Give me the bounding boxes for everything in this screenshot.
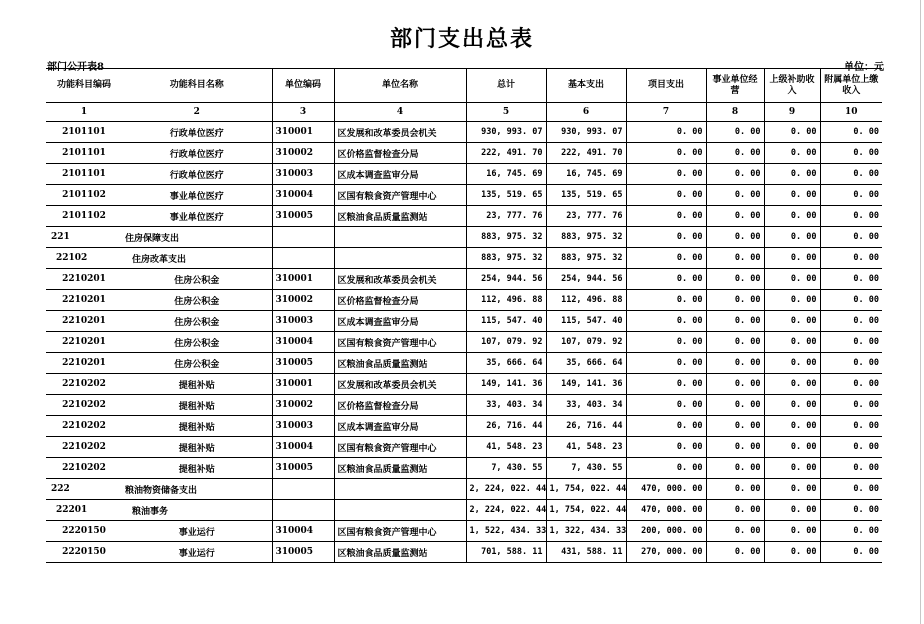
row-biz: 0. 00 bbox=[706, 311, 764, 332]
row-sub: 0. 00 bbox=[820, 437, 882, 458]
row-sup: 0. 00 bbox=[764, 269, 820, 290]
table-row bbox=[46, 395, 882, 416]
row-project: 0. 00 bbox=[626, 290, 706, 311]
table-row bbox=[46, 353, 882, 374]
row-basic: 112, 496. 88 bbox=[546, 290, 626, 311]
row-func-name: 事业运行 bbox=[122, 542, 272, 563]
row-func-code: 2210202 bbox=[46, 437, 122, 458]
row-biz: 0. 00 bbox=[706, 542, 764, 563]
row-total: 41, 548. 23 bbox=[466, 437, 546, 458]
table-row bbox=[46, 521, 882, 542]
row-func-name: 住房改革支出 bbox=[122, 248, 272, 269]
row-sub: 0. 00 bbox=[820, 374, 882, 395]
row-unit-code: 310001 bbox=[272, 374, 334, 395]
page-edge bbox=[920, 0, 921, 624]
row-unit-name: 区价格监督检查分局 bbox=[334, 143, 466, 164]
row-sub: 0. 00 bbox=[820, 227, 882, 248]
header-unit-code: 单位编码 bbox=[272, 69, 334, 103]
row-project: 0. 00 bbox=[626, 311, 706, 332]
row-unit-name: 区发展和改革委员会机关 bbox=[334, 374, 466, 395]
header-sup: 上级补助收入 bbox=[764, 69, 820, 103]
row-biz: 0. 00 bbox=[706, 164, 764, 185]
row-basic: 135, 519. 65 bbox=[546, 185, 626, 206]
row-func-name: 行政单位医疗 bbox=[122, 143, 272, 164]
row-unit-code: 310004 bbox=[272, 437, 334, 458]
row-func-name: 粮油事务 bbox=[122, 500, 272, 521]
row-sub: 0. 00 bbox=[820, 500, 882, 521]
index-cell: 10 bbox=[820, 103, 882, 122]
row-sup: 0. 00 bbox=[764, 479, 820, 500]
row-biz: 0. 00 bbox=[706, 353, 764, 374]
index-cell: 7 bbox=[626, 103, 706, 122]
row-sub: 0. 00 bbox=[820, 479, 882, 500]
row-unit-code: 310002 bbox=[272, 290, 334, 311]
row-biz: 0. 00 bbox=[706, 374, 764, 395]
row-total: 7, 430. 55 bbox=[466, 458, 546, 479]
row-unit-name bbox=[334, 227, 466, 248]
index-cell: 3 bbox=[272, 103, 334, 122]
header-total: 总计 bbox=[466, 69, 546, 103]
row-basic: 149, 141. 36 bbox=[546, 374, 626, 395]
row-sup: 0. 00 bbox=[764, 521, 820, 542]
row-func-code: 2210201 bbox=[46, 290, 122, 311]
row-sup: 0. 00 bbox=[764, 437, 820, 458]
row-total: 112, 496. 88 bbox=[466, 290, 546, 311]
row-func-name: 行政单位医疗 bbox=[122, 122, 272, 143]
header-basic: 基本支出 bbox=[546, 69, 626, 103]
row-unit-name: 区粮油食品质量监测站 bbox=[334, 206, 466, 227]
row-func-code: 2210202 bbox=[46, 374, 122, 395]
row-unit-name: 区粮油食品质量监测站 bbox=[334, 458, 466, 479]
row-sup: 0. 00 bbox=[764, 542, 820, 563]
row-basic: 33, 403. 34 bbox=[546, 395, 626, 416]
row-func-code: 2210201 bbox=[46, 269, 122, 290]
row-sub: 0. 00 bbox=[820, 185, 882, 206]
row-sup: 0. 00 bbox=[764, 416, 820, 437]
row-unit-name: 区发展和改革委员会机关 bbox=[334, 122, 466, 143]
row-sub: 0. 00 bbox=[820, 164, 882, 185]
row-unit-code: 310004 bbox=[272, 185, 334, 206]
row-unit-code: 310005 bbox=[272, 542, 334, 563]
row-biz: 0. 00 bbox=[706, 227, 764, 248]
row-sup: 0. 00 bbox=[764, 290, 820, 311]
row-total: 107, 079. 92 bbox=[466, 332, 546, 353]
row-project: 0. 00 bbox=[626, 374, 706, 395]
row-func-code: 2220150 bbox=[46, 521, 122, 542]
row-total: 701, 588. 11 bbox=[466, 542, 546, 563]
row-sup: 0. 00 bbox=[764, 122, 820, 143]
row-unit-code bbox=[272, 479, 334, 500]
row-total: 1, 522, 434. 33 bbox=[466, 521, 546, 542]
row-func-code: 2101101 bbox=[46, 122, 122, 143]
row-unit-code: 310005 bbox=[272, 458, 334, 479]
row-biz: 0. 00 bbox=[706, 290, 764, 311]
row-sub: 0. 00 bbox=[820, 290, 882, 311]
table-row bbox=[46, 458, 882, 479]
table-row bbox=[46, 269, 882, 290]
row-func-name: 住房公积金 bbox=[122, 332, 272, 353]
row-unit-name: 区国有粮食资产管理中心 bbox=[334, 437, 466, 458]
header-biz: 事业单位经营 bbox=[706, 69, 764, 103]
row-sub: 0. 00 bbox=[820, 269, 882, 290]
row-sup: 0. 00 bbox=[764, 248, 820, 269]
expenditure-table bbox=[46, 68, 882, 563]
row-unit-code: 310005 bbox=[272, 206, 334, 227]
row-basic: 254, 944. 56 bbox=[546, 269, 626, 290]
row-biz: 0. 00 bbox=[706, 395, 764, 416]
row-basic: 16, 745. 69 bbox=[546, 164, 626, 185]
row-project: 470, 000. 00 bbox=[626, 500, 706, 521]
row-unit-name bbox=[334, 248, 466, 269]
row-unit-name: 区粮油食品质量监测站 bbox=[334, 542, 466, 563]
row-func-code: 2210201 bbox=[46, 332, 122, 353]
row-unit-name: 区成本调查监审分局 bbox=[334, 311, 466, 332]
table-row bbox=[46, 332, 882, 353]
row-sup: 0. 00 bbox=[764, 500, 820, 521]
row-project: 0. 00 bbox=[626, 332, 706, 353]
row-project: 200, 000. 00 bbox=[626, 521, 706, 542]
table-row bbox=[46, 437, 882, 458]
row-unit-name: 区国有粮食资产管理中心 bbox=[334, 332, 466, 353]
row-unit-code: 310001 bbox=[272, 269, 334, 290]
table-row bbox=[46, 185, 882, 206]
row-func-name: 粮油物资储备支出 bbox=[122, 479, 272, 500]
row-total: 35, 666. 64 bbox=[466, 353, 546, 374]
row-func-code: 22102 bbox=[46, 248, 122, 269]
row-project: 0. 00 bbox=[626, 416, 706, 437]
row-basic: 431, 588. 11 bbox=[546, 542, 626, 563]
row-unit-name bbox=[334, 479, 466, 500]
table-body bbox=[46, 122, 882, 563]
row-func-name: 事业运行 bbox=[122, 521, 272, 542]
row-project: 0. 00 bbox=[626, 206, 706, 227]
index-cell: 6 bbox=[546, 103, 626, 122]
row-sup: 0. 00 bbox=[764, 395, 820, 416]
row-sub: 0. 00 bbox=[820, 521, 882, 542]
table-row bbox=[46, 290, 882, 311]
row-sub: 0. 00 bbox=[820, 311, 882, 332]
row-func-name: 提租补贴 bbox=[122, 416, 272, 437]
row-total: 930, 993. 07 bbox=[466, 122, 546, 143]
row-func-code: 2101101 bbox=[46, 164, 122, 185]
row-project: 0. 00 bbox=[626, 185, 706, 206]
row-unit-name: 区发展和改革委员会机关 bbox=[334, 269, 466, 290]
index-cell: 4 bbox=[334, 103, 466, 122]
row-sub: 0. 00 bbox=[820, 416, 882, 437]
row-unit-code: 310004 bbox=[272, 332, 334, 353]
row-total: 33, 403. 34 bbox=[466, 395, 546, 416]
row-basic: 115, 547. 40 bbox=[546, 311, 626, 332]
row-project: 270, 000. 00 bbox=[626, 542, 706, 563]
index-cell: 2 bbox=[122, 103, 272, 122]
row-unit-code: 310004 bbox=[272, 521, 334, 542]
row-unit-code: 310001 bbox=[272, 122, 334, 143]
table-row bbox=[46, 500, 882, 521]
row-total: 222, 491. 70 bbox=[466, 143, 546, 164]
row-unit-code bbox=[272, 248, 334, 269]
row-sup: 0. 00 bbox=[764, 353, 820, 374]
row-basic: 883, 975. 32 bbox=[546, 248, 626, 269]
row-func-name: 住房公积金 bbox=[122, 269, 272, 290]
row-total: 2, 224, 022. 44 bbox=[466, 500, 546, 521]
row-project: 0. 00 bbox=[626, 248, 706, 269]
row-unit-code bbox=[272, 500, 334, 521]
table-row bbox=[46, 143, 882, 164]
row-total: 2, 224, 022. 44 bbox=[466, 479, 546, 500]
row-func-code: 2210202 bbox=[46, 416, 122, 437]
row-biz: 0. 00 bbox=[706, 332, 764, 353]
row-sup: 0. 00 bbox=[764, 374, 820, 395]
row-unit-code bbox=[272, 227, 334, 248]
header-sub: 附属单位上缴收入 bbox=[820, 69, 882, 103]
header-unit-name: 单位名称 bbox=[334, 69, 466, 103]
row-func-code: 22201 bbox=[46, 500, 122, 521]
row-func-code: 2210201 bbox=[46, 353, 122, 374]
row-sup: 0. 00 bbox=[764, 311, 820, 332]
row-sub: 0. 00 bbox=[820, 122, 882, 143]
row-sub: 0. 00 bbox=[820, 248, 882, 269]
row-project: 0. 00 bbox=[626, 458, 706, 479]
row-basic: 1, 322, 434. 33 bbox=[546, 521, 626, 542]
row-total: 26, 716. 44 bbox=[466, 416, 546, 437]
row-sub: 0. 00 bbox=[820, 143, 882, 164]
row-sup: 0. 00 bbox=[764, 185, 820, 206]
row-basic: 107, 079. 92 bbox=[546, 332, 626, 353]
row-func-code: 2101102 bbox=[46, 206, 122, 227]
form-code: 部门公开表8 bbox=[47, 62, 104, 73]
row-biz: 0. 00 bbox=[706, 122, 764, 143]
row-project: 0. 00 bbox=[626, 269, 706, 290]
row-total: 149, 141. 36 bbox=[466, 374, 546, 395]
row-biz: 0. 00 bbox=[706, 185, 764, 206]
row-basic: 1, 754, 022. 44 bbox=[546, 500, 626, 521]
row-unit-name: 区国有粮食资产管理中心 bbox=[334, 185, 466, 206]
table-row bbox=[46, 374, 882, 395]
row-func-name: 住房保障支出 bbox=[122, 227, 272, 248]
row-func-name: 提租补贴 bbox=[122, 437, 272, 458]
row-biz: 0. 00 bbox=[706, 206, 764, 227]
row-func-code: 2210201 bbox=[46, 311, 122, 332]
row-biz: 0. 00 bbox=[706, 479, 764, 500]
row-func-code: 2210202 bbox=[46, 395, 122, 416]
row-func-code: 2101101 bbox=[46, 143, 122, 164]
row-func-code: 2220150 bbox=[46, 542, 122, 563]
row-unit-code: 310002 bbox=[272, 395, 334, 416]
row-unit-name: 区成本调查监审分局 bbox=[334, 416, 466, 437]
row-basic: 930, 993. 07 bbox=[546, 122, 626, 143]
row-unit-code: 310002 bbox=[272, 143, 334, 164]
unit-label: 单位：元 bbox=[844, 62, 884, 73]
row-func-name: 提租补贴 bbox=[122, 395, 272, 416]
row-func-name: 提租补贴 bbox=[122, 458, 272, 479]
header-project: 项目支出 bbox=[626, 69, 706, 103]
row-biz: 0. 00 bbox=[706, 500, 764, 521]
row-sub: 0. 00 bbox=[820, 542, 882, 563]
row-project: 0. 00 bbox=[626, 437, 706, 458]
header-index-row bbox=[46, 103, 882, 122]
row-total: 135, 519. 65 bbox=[466, 185, 546, 206]
row-sub: 0. 00 bbox=[820, 332, 882, 353]
row-sup: 0. 00 bbox=[764, 164, 820, 185]
row-project: 0. 00 bbox=[626, 164, 706, 185]
row-unit-name: 区国有粮食资产管理中心 bbox=[334, 521, 466, 542]
row-func-code: 221 bbox=[46, 227, 122, 248]
row-sub: 0. 00 bbox=[820, 458, 882, 479]
index-cell: 9 bbox=[764, 103, 820, 122]
row-basic: 7, 430. 55 bbox=[546, 458, 626, 479]
row-biz: 0. 00 bbox=[706, 248, 764, 269]
row-total: 115, 547. 40 bbox=[466, 311, 546, 332]
row-project: 0. 00 bbox=[626, 353, 706, 374]
table-row bbox=[46, 542, 882, 563]
row-func-name: 提租补贴 bbox=[122, 374, 272, 395]
row-unit-name: 区粮油食品质量监测站 bbox=[334, 353, 466, 374]
row-func-code: 2101102 bbox=[46, 185, 122, 206]
header-row bbox=[46, 69, 882, 103]
page-title: 部门支出总表 bbox=[389, 26, 534, 52]
row-basic: 883, 975. 32 bbox=[546, 227, 626, 248]
row-func-name: 住房公积金 bbox=[122, 311, 272, 332]
row-func-name: 行政单位医疗 bbox=[122, 164, 272, 185]
row-project: 0. 00 bbox=[626, 395, 706, 416]
row-func-name: 事业单位医疗 bbox=[122, 206, 272, 227]
row-basic: 23, 777. 76 bbox=[546, 206, 626, 227]
row-biz: 0. 00 bbox=[706, 458, 764, 479]
row-unit-code: 310003 bbox=[272, 311, 334, 332]
row-project: 0. 00 bbox=[626, 143, 706, 164]
row-sup: 0. 00 bbox=[764, 458, 820, 479]
row-unit-code: 310003 bbox=[272, 164, 334, 185]
row-project: 470, 000. 00 bbox=[626, 479, 706, 500]
index-cell: 5 bbox=[466, 103, 546, 122]
row-sup: 0. 00 bbox=[764, 227, 820, 248]
row-func-name: 事业单位医疗 bbox=[122, 185, 272, 206]
row-total: 23, 777. 76 bbox=[466, 206, 546, 227]
row-func-name: 住房公积金 bbox=[122, 290, 272, 311]
row-unit-name bbox=[334, 500, 466, 521]
row-unit-name: 区价格监督检查分局 bbox=[334, 395, 466, 416]
row-unit-name: 区价格监督检查分局 bbox=[334, 290, 466, 311]
row-basic: 1, 754, 022. 44 bbox=[546, 479, 626, 500]
row-total: 16, 745. 69 bbox=[466, 164, 546, 185]
header-func-name: 功能科目名称 bbox=[122, 69, 272, 103]
header-func-code: 功能科目编码 bbox=[46, 69, 122, 103]
row-func-code: 2210202 bbox=[46, 458, 122, 479]
table-row bbox=[46, 479, 882, 500]
row-biz: 0. 00 bbox=[706, 269, 764, 290]
row-basic: 26, 716. 44 bbox=[546, 416, 626, 437]
table-row bbox=[46, 206, 882, 227]
table-row bbox=[46, 227, 882, 248]
row-basic: 222, 491. 70 bbox=[546, 143, 626, 164]
row-biz: 0. 00 bbox=[706, 437, 764, 458]
row-sub: 0. 00 bbox=[820, 395, 882, 416]
index-cell: 1 bbox=[46, 103, 122, 122]
row-sup: 0. 00 bbox=[764, 332, 820, 353]
table-row bbox=[46, 164, 882, 185]
row-unit-code: 310005 bbox=[272, 353, 334, 374]
row-project: 0. 00 bbox=[626, 122, 706, 143]
row-biz: 0. 00 bbox=[706, 521, 764, 542]
row-basic: 41, 548. 23 bbox=[546, 437, 626, 458]
row-sub: 0. 00 bbox=[820, 206, 882, 227]
row-func-code: 222 bbox=[46, 479, 122, 500]
row-total: 883, 975. 32 bbox=[466, 248, 546, 269]
row-total: 883, 975. 32 bbox=[466, 227, 546, 248]
row-project: 0. 00 bbox=[626, 227, 706, 248]
row-func-name: 住房公积金 bbox=[122, 353, 272, 374]
table-row bbox=[46, 311, 882, 332]
table-row bbox=[46, 122, 882, 143]
table-row bbox=[46, 416, 882, 437]
index-cell: 8 bbox=[706, 103, 764, 122]
row-basic: 35, 666. 64 bbox=[546, 353, 626, 374]
row-sup: 0. 00 bbox=[764, 143, 820, 164]
row-sup: 0. 00 bbox=[764, 206, 820, 227]
row-unit-name: 区成本调查监审分局 bbox=[334, 164, 466, 185]
row-sub: 0. 00 bbox=[820, 353, 882, 374]
row-biz: 0. 00 bbox=[706, 143, 764, 164]
row-total: 254, 944. 56 bbox=[466, 269, 546, 290]
table-row bbox=[46, 248, 882, 269]
row-unit-code: 310003 bbox=[272, 416, 334, 437]
row-biz: 0. 00 bbox=[706, 416, 764, 437]
